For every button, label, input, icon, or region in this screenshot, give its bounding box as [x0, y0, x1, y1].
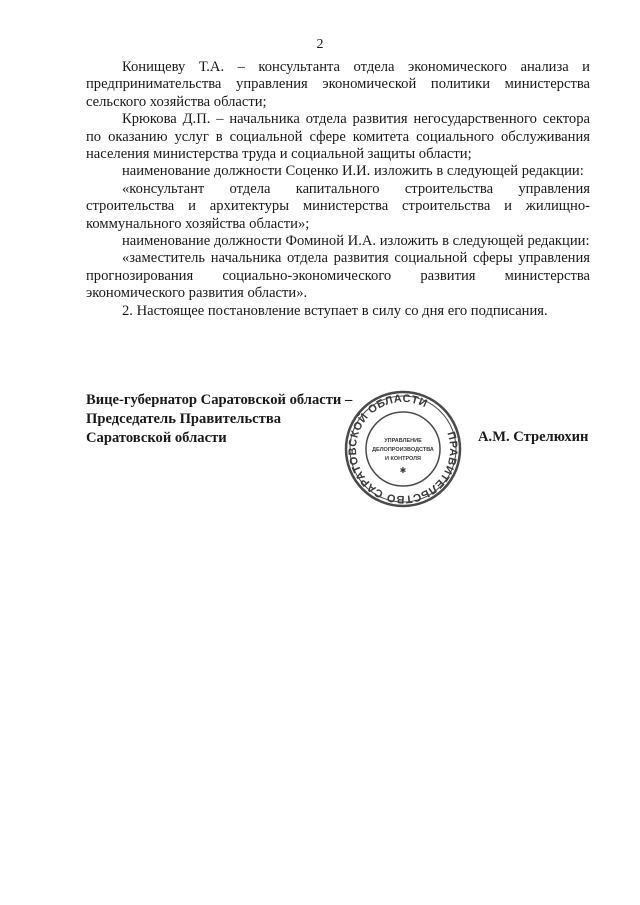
paragraph: наименование должности Соценко И.И. изложить в следующей редакции: [122, 163, 584, 180]
paragraph: «заместитель начальника отдела развития социальной сферы управления прогнозирования социально-экономического развития министерства экономического развития области». [86, 250, 590, 302]
paragraph: Конищеву Т.А. – консультанта отдела экономического анализа и предпринимательства управления экономической политики министерства сельского хозяйства области; [86, 59, 590, 110]
signer-name: А.М. Стрелюхин [478, 429, 589, 445]
signer-title-line: Председатель Правительства [86, 411, 282, 427]
official-seal-stamp [343, 389, 463, 509]
svg-text:ПРАВИТЕЛЬСТВО САРАТОВСКОЙ ОБЛА: ПРАВИТЕЛЬСТВО САРАТОВСКОЙ ОБЛАСТИ [346, 392, 460, 506]
document-body [86, 59, 590, 320]
signer-title-line: Вице-губернатор Саратовской области – [86, 392, 353, 408]
svg-text:И КОНТРОЛЯ: И КОНТРОЛЯ [385, 456, 421, 462]
signature-block [86, 391, 352, 448]
svg-text:УПРАВЛЕНИЕ: УПРАВЛЕНИЕ [384, 438, 422, 444]
signer-title-line: Саратовской области [86, 430, 227, 446]
page-number: 2 [316, 37, 324, 52]
paragraph: наименование должности Фоминой И.А. изложить в следующей редакции: [122, 233, 590, 250]
svg-text:ДЕЛОПРОИЗВОДСТВА: ДЕЛОПРОИЗВОДСТВА [372, 447, 434, 453]
paragraph: 2. Настоящее постановление вступает в силу со дня его подписания. [122, 302, 548, 319]
svg-text:✱: ✱ [399, 466, 407, 475]
paragraph: «консультант отдела капитального строительства управления строительства и архитектуры министерства строительства и жилищно-коммунального хозяйства области»; [86, 180, 590, 232]
paragraph: Крюкова Д.П. – начальника отдела развития негосударственного сектора по оказанию услуг в социальной сфере комитета социального обслуживания населения министерства труда и социальной защиты области; [86, 111, 590, 163]
